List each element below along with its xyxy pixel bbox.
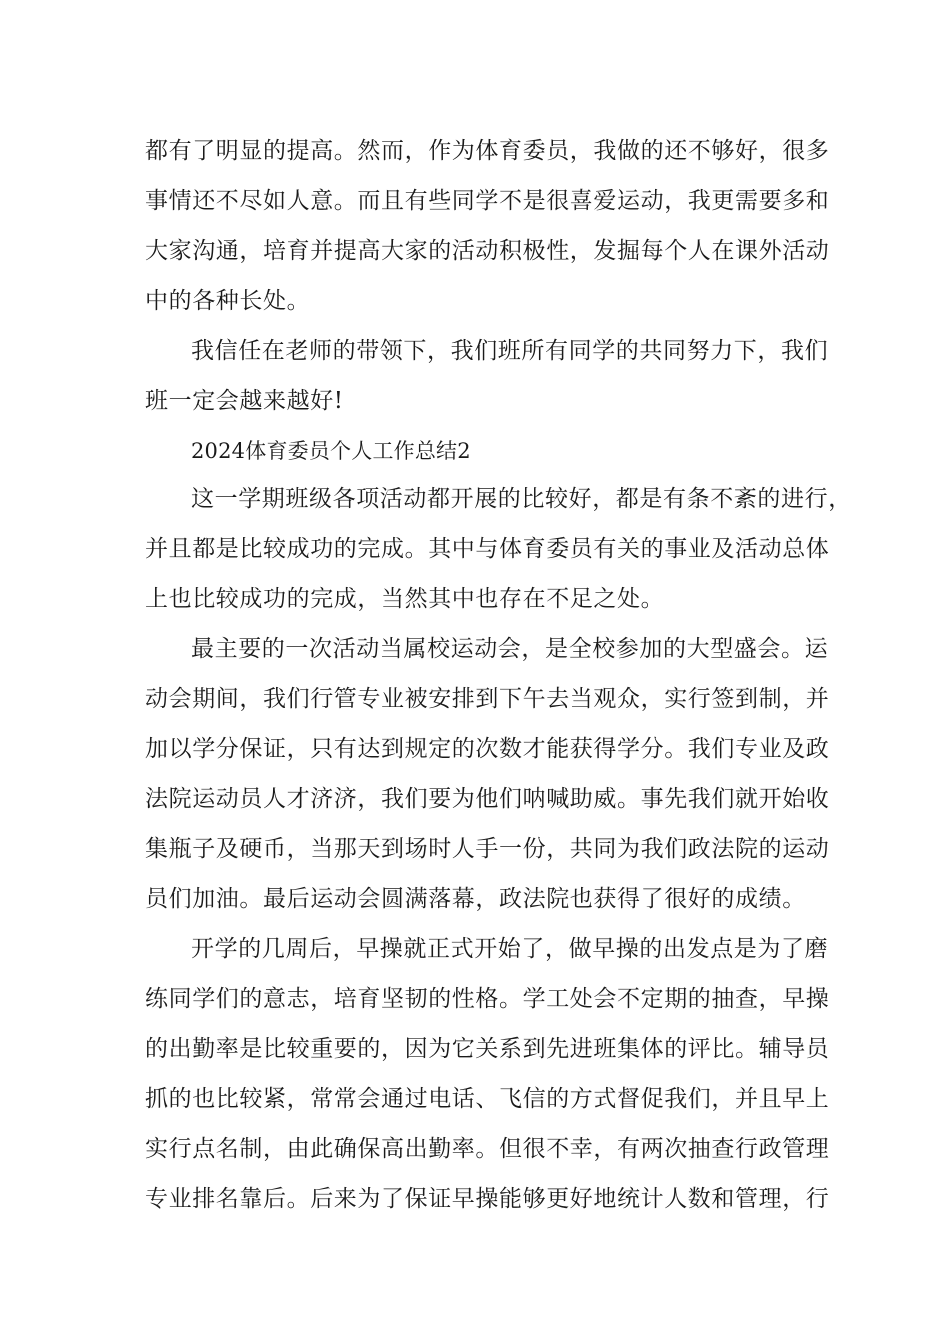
- text-line: 上也比较成功的完成，当然其中也存在不足之处。: [145, 586, 665, 612]
- text-line: 专业排名靠后。后来为了保证早操能够更好地统计人数和管理，行: [145, 1186, 830, 1212]
- text-line: 加以学分保证，只有达到规定的次数才能获得学分。我们专业及政: [145, 736, 830, 762]
- text-line: 都有了明显的提高。然而，作为体育委员，我做的还不够好，很多: [145, 138, 830, 164]
- text-line: 大家沟通，培育并提高大家的活动积极性，发掘每个人在课外活动: [145, 238, 830, 264]
- paragraph-first-line: 这一学期班级各项活动都开展的比较好，都是有条不紊的进行，: [191, 486, 852, 512]
- paragraph-first-line: 我信任在老师的带领下，我们班所有同学的共同努力下，我们: [191, 338, 829, 364]
- paragraph-first-line: 开学的几周后，早操就正式开始了，做早操的出发点是为了磨: [191, 936, 829, 962]
- text-line: 并且都是比较成功的完成。其中与体育委员有关的事业及活动总体: [145, 536, 830, 562]
- text-line: 员们加油。最后运动会圆满落幕，政法院也获得了很好的成绩。: [145, 886, 806, 912]
- text-line: 法院运动员人才济济，我们要为他们呐喊助威。事先我们就开始收: [145, 786, 830, 812]
- text-line: 班一定会越来越好!: [145, 388, 344, 414]
- text-line: 抓的也比较紧，常常会通过电话、飞信的方式督促我们，并且早上: [145, 1086, 830, 1112]
- text-line: 练同学们的意志，培育坚韧的性格。学工处会不定期的抽查，早操: [145, 986, 830, 1012]
- text-line: 的出勤率是比较重要的，因为它关系到先进班集体的评比。辅导员: [145, 1036, 830, 1062]
- text-line: 事情还不尽如人意。而且有些同学不是很喜爱运动，我更需要多和: [145, 188, 830, 214]
- text-line: 动会期间，我们行管专业被安排到下午去当观众，实行签到制，并: [145, 686, 830, 712]
- paragraph-first-line: 最主要的一次活动当属校运动会，是全校参加的大型盛会。运: [191, 636, 829, 662]
- text-line: 集瓶子及硬币，当那天到场时人手一份，共同为我们政法院的运动: [145, 836, 830, 862]
- text-line: 中的各种长处。: [145, 288, 311, 314]
- section-heading: 2024体育委员个人工作总结2: [191, 439, 471, 463]
- text-line: 实行点名制，由此确保高出勤率。但很不幸，有两次抽查行政管理: [145, 1136, 830, 1162]
